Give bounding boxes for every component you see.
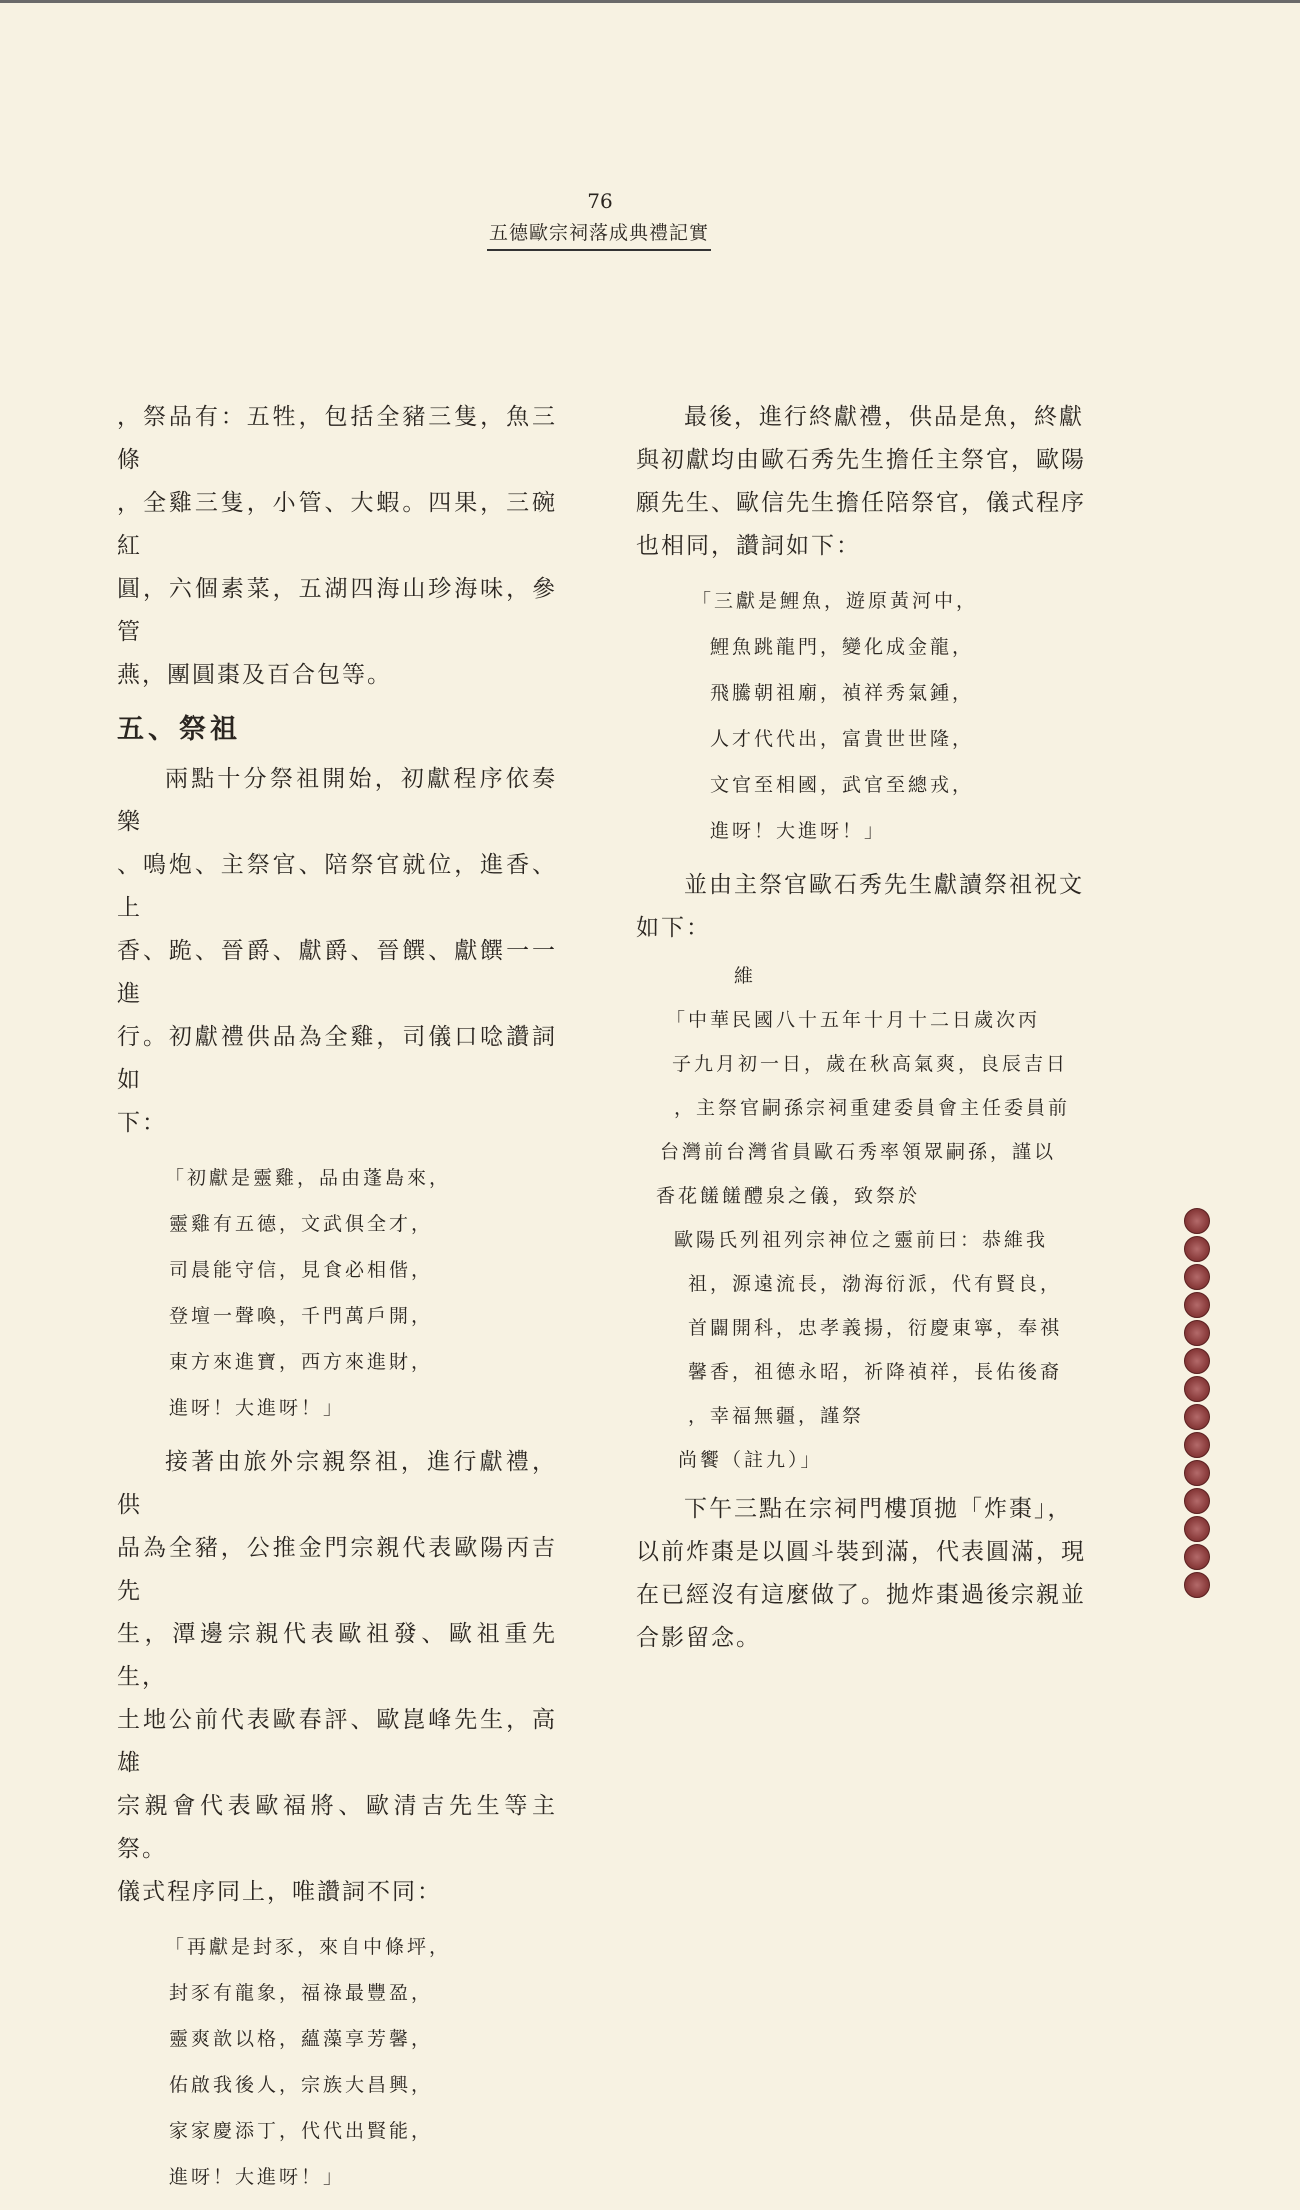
seal-ornament-icon xyxy=(1184,1208,1210,1234)
verse-line: 東方來進寶，西方來進財， xyxy=(169,1351,434,1373)
text-line: 接著由旅外宗親祭祖，進行獻禮，供 xyxy=(117,1449,557,1518)
verse-second-offering xyxy=(117,1924,557,2200)
ancestral-prayer xyxy=(636,954,1086,1482)
text-line: ，全雞三隻，小管、大蝦。四果，三碗紅 xyxy=(117,490,557,559)
right-column xyxy=(636,396,1086,1660)
running-title: 五德歐宗祠落成典禮記實 xyxy=(487,218,711,251)
verse-line: 「再獻是封豕，來自中條坪， xyxy=(165,1936,452,1958)
paragraph-first-offering xyxy=(117,758,557,1145)
prayer-line: 維 xyxy=(734,965,757,987)
text-line: 品為全豬，公推金門宗親代表歐陽丙吉先 xyxy=(117,1535,557,1604)
verse-line: 家家慶添丁，代代出賢能， xyxy=(169,2120,434,2142)
paragraph-prayer-intro xyxy=(636,864,1086,950)
text-line: 圓，六個素菜，五湖四海山珍海味，參管 xyxy=(117,576,557,645)
prayer-line: 首闢開科，忠孝義揚，衍慶東寧，奉祺 xyxy=(688,1317,1063,1339)
prayer-line: ，幸福無疆，謹祭 xyxy=(688,1405,865,1427)
text-line: 並由主祭官歐石秀先生獻讀祭祖祝文 xyxy=(684,872,1084,898)
verse-line: 佑啟我後人，宗族大昌興， xyxy=(169,2074,434,2096)
paragraph-fried-dates xyxy=(636,1488,1086,1660)
text-line: 土地公前代表歐春評、歐崑峰先生，高雄 xyxy=(117,1707,557,1776)
text-line: 儀式程序同上，唯讚詞不同： xyxy=(117,1879,442,1905)
seal-ornament-icon xyxy=(1184,1348,1210,1374)
verse-line: 進呀！大進呀！」 xyxy=(710,820,887,842)
seal-ornament-icon xyxy=(1184,1572,1210,1598)
verse-final-offering xyxy=(636,578,1086,854)
seal-ornament-icon xyxy=(1184,1292,1210,1318)
prayer-line: 馨香，祖德永昭，祈降禎祥，長佑後裔 xyxy=(688,1361,1063,1383)
verse-first-offering xyxy=(117,1155,557,1431)
verse-line: 「三獻是鯉魚，遊原黃河中， xyxy=(692,590,979,612)
prayer-line: 歐陽氏列祖列宗神位之靈前曰：恭維我 xyxy=(674,1229,1049,1251)
text-line: 在已經沒有這麼做了。拋炸棗過後宗親並 xyxy=(636,1582,1086,1608)
seal-ornament-icon xyxy=(1184,1460,1210,1486)
verse-line: 「初獻是靈雞，品由蓬島來， xyxy=(165,1167,452,1189)
text-line: 也相同，讚詞如下： xyxy=(636,533,861,559)
text-line: 與初獻均由歐石秀先生擔任主祭官，歐陽 xyxy=(636,447,1086,473)
verse-line: 靈雞有五德，文武俱全才， xyxy=(169,1213,434,1235)
seal-ornament-icon xyxy=(1184,1320,1210,1346)
prayer-line: 香花饈饈醴泉之儀，致祭於 xyxy=(656,1185,921,1207)
text-line: 燕，團圓棗及百合包等。 xyxy=(117,662,392,688)
prayer-line: 台灣前台灣省員歐石秀率領眾嗣孫，謹以 xyxy=(660,1141,1057,1163)
text-line: 生，潭邊宗親代表歐祖發、歐祖重先生， xyxy=(117,1621,557,1690)
paragraph-final-offering xyxy=(636,396,1086,568)
verse-line: 文官至相國，武官至總戎， xyxy=(710,774,975,796)
seal-ornament-icon xyxy=(1184,1236,1210,1262)
verse-line: 登壇一聲喚，千門萬戶開， xyxy=(169,1305,434,1327)
seal-ornament-icon xyxy=(1184,1432,1210,1458)
text-line: 合影留念。 xyxy=(636,1625,761,1651)
verse-line: 鯉魚跳龍門，變化成金龍， xyxy=(710,636,975,658)
seal-ornament-icon xyxy=(1184,1404,1210,1430)
prayer-line: ，主祭官嗣孫宗祠重建委員會主任委員前 xyxy=(674,1097,1071,1119)
text-line: 下午三點在宗祠門樓頂拋「炸棗」， xyxy=(684,1496,1073,1522)
page-top-edge xyxy=(0,0,1300,3)
paragraph-second-offering xyxy=(117,1441,557,1914)
text-line: ，祭品有：五牲，包括全豬三隻，魚三條 xyxy=(117,404,557,473)
verse-line: 司晨能守信，見食必相偕， xyxy=(169,1259,434,1281)
verse-line: 進呀！大進呀！」 xyxy=(169,1397,346,1419)
prayer-line: 「中華民國八十五年十月十二日歲次丙 xyxy=(666,1009,1041,1031)
verse-line: 人才代代出，富貴世世隆， xyxy=(710,728,975,750)
text-line: 兩點十分祭祖開始，初獻程序依奏樂 xyxy=(117,766,557,835)
text-line: 最後，進行終獻禮，供品是魚，終獻 xyxy=(684,404,1084,430)
section-heading: 五、祭祖 xyxy=(117,714,241,745)
seal-ornament-icon xyxy=(1184,1516,1210,1542)
decorative-seal-strip xyxy=(1184,1208,1212,1598)
verse-line: 進呀！大進呀！」 xyxy=(169,2166,346,2188)
text-line: 、鳴炮、主祭官、陪祭官就位，進香、上 xyxy=(117,852,557,921)
text-line: 願先生、歐信先生擔任陪祭官，儀式程序 xyxy=(636,490,1086,516)
prayer-line: 祖，源遠流長，渤海衍派，代有賢良， xyxy=(688,1273,1063,1295)
left-column xyxy=(117,396,557,2210)
verse-line: 飛騰朝祖廟，禎祥秀氣鍾， xyxy=(710,682,975,704)
verse-line: 封豕有龍象，福祿最豐盈， xyxy=(169,1982,434,2004)
intro-paragraph xyxy=(117,396,557,697)
seal-ornament-icon xyxy=(1184,1488,1210,1514)
page-number: 76 xyxy=(587,189,613,213)
text-line: 如下： xyxy=(636,915,711,941)
text-line: 香、跪、晉爵、獻爵、晉饌、獻饌一一進 xyxy=(117,938,557,1007)
verse-line: 靈爽歆以格，蘊藻享芳馨， xyxy=(169,2028,434,2050)
seal-ornament-icon xyxy=(1184,1544,1210,1570)
prayer-line: 子九月初一日，歲在秋高氣爽，良辰吉日 xyxy=(672,1053,1069,1075)
text-line: 下： xyxy=(117,1110,167,1136)
seal-ornament-icon xyxy=(1184,1376,1210,1402)
prayer-line: 尚饗（註九）」 xyxy=(678,1449,823,1471)
text-line: 宗親會代表歐福將、歐清吉先生等主祭。 xyxy=(117,1793,557,1862)
text-line: 以前炸棗是以圓斗裝到滿，代表圓滿，現 xyxy=(636,1539,1086,1565)
text-line: 行。初獻禮供品為全雞，司儀口唸讚詞如 xyxy=(117,1024,557,1093)
seal-ornament-icon xyxy=(1184,1264,1210,1290)
